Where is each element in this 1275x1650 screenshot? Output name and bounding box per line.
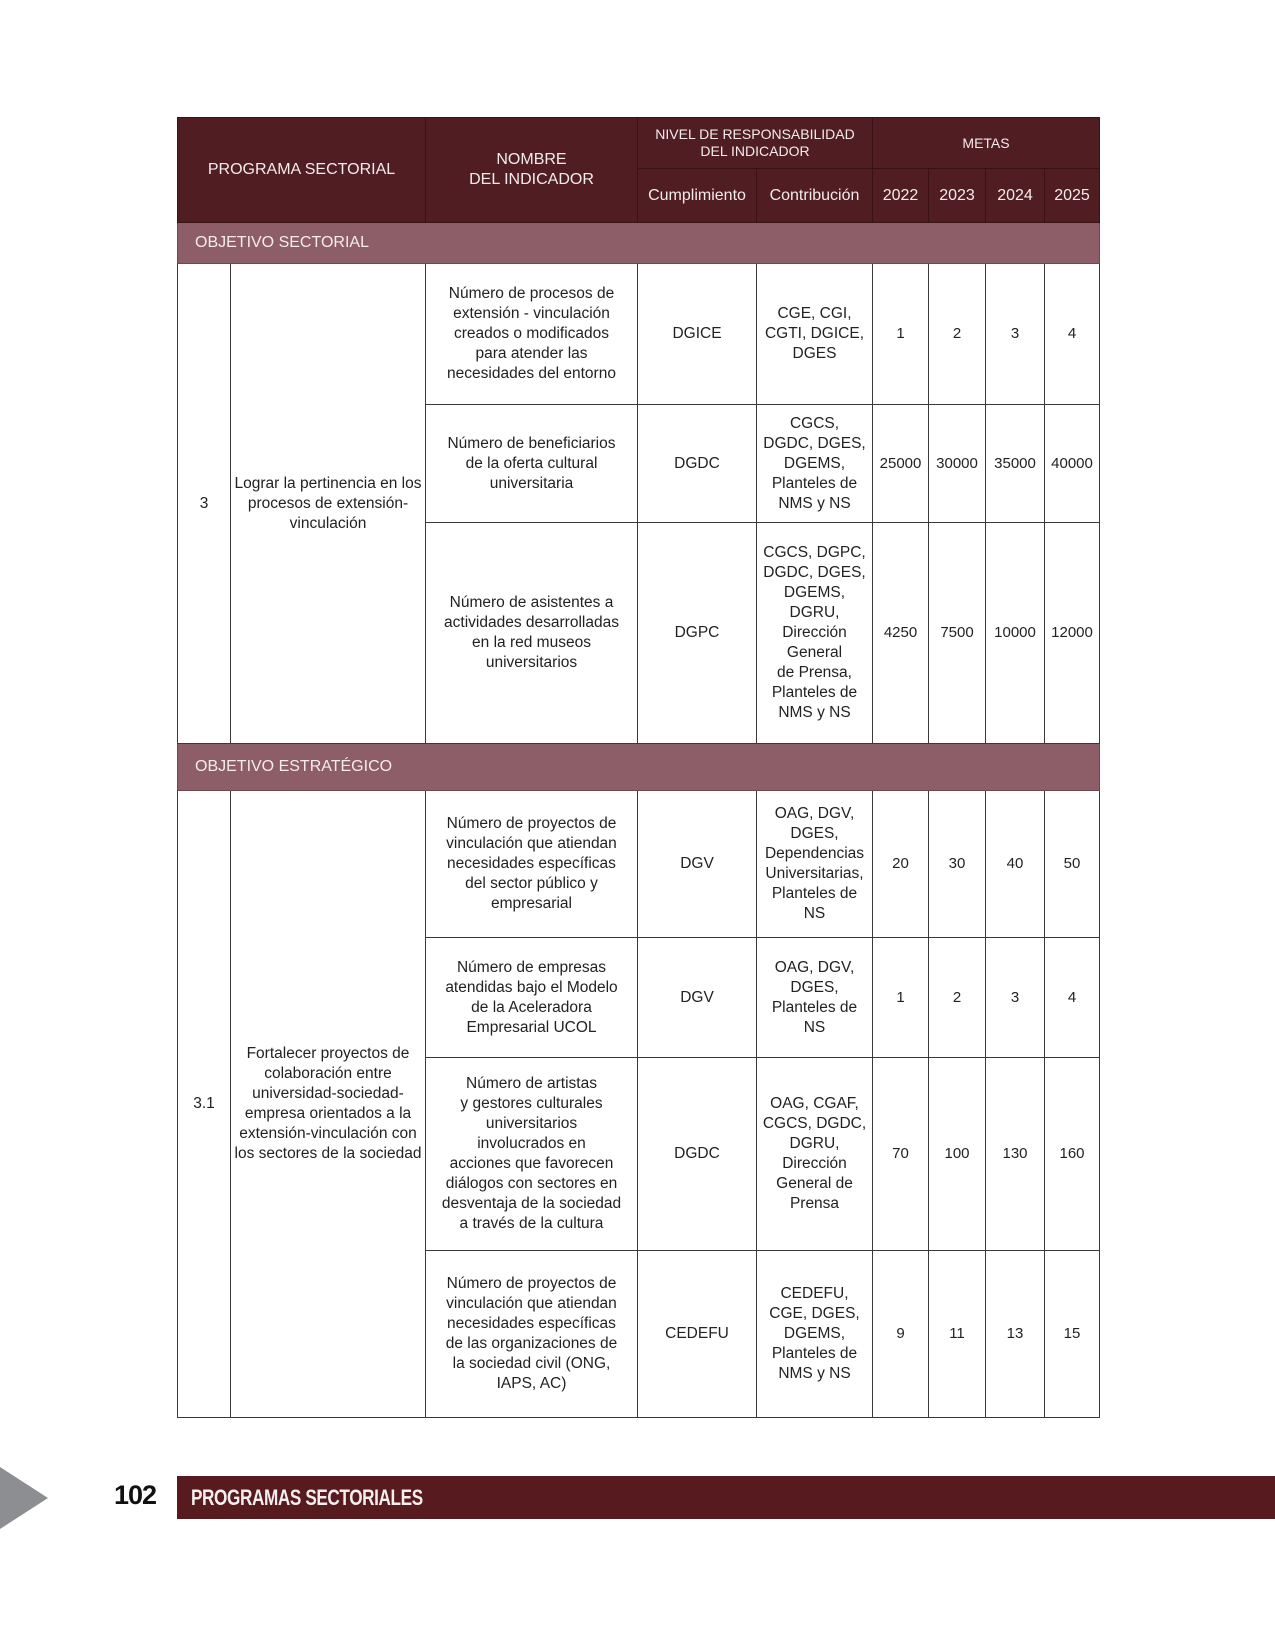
contribucion-line: Planteles de xyxy=(771,474,858,492)
contribucion-line: CGE, DGES, xyxy=(769,1305,860,1322)
indicator-name xyxy=(426,938,638,1058)
meta-value-2024: 40 xyxy=(986,791,1045,938)
contribucion-line: DGDC, DGES, xyxy=(763,434,866,452)
section-band xyxy=(178,744,1100,791)
indicator-line: Número de beneficiarios xyxy=(447,434,616,452)
meta-value-2023: 11 xyxy=(929,1251,986,1418)
meta-value-2023: 7500 xyxy=(929,523,986,744)
contribucion-line: CGCS, DGDC, xyxy=(762,1115,867,1132)
header-metas: METAS xyxy=(873,118,1100,169)
meta-value-2023: 30000 xyxy=(929,405,986,523)
meta-value-2025: 160 xyxy=(1045,1058,1100,1251)
meta-value-2024: 3 xyxy=(986,938,1045,1058)
meta-value-2022: 1 xyxy=(873,938,929,1058)
indicator-line: de las organizaciones de xyxy=(445,1335,618,1352)
section-band-label: OBJETIVO ESTRATÉGICO xyxy=(178,744,1100,791)
cumplimiento-value: DGPC xyxy=(638,523,757,744)
contribucion-value xyxy=(757,791,873,938)
contribucion-line: DGRU, xyxy=(789,604,840,621)
header-year-2023: 2023 xyxy=(929,169,986,223)
meta-value-2023: 100 xyxy=(929,1058,986,1251)
header-nivel-line: NIVEL DE RESPONSABILIDAD xyxy=(655,126,855,142)
header-nombre-line: DEL INDICADOR xyxy=(469,171,594,188)
footer-title: PROGRAMAS SECTORIALES xyxy=(191,1485,423,1510)
indicator-line: desventaja de la sociedad xyxy=(441,1195,622,1212)
contribucion-line: DGRU, xyxy=(789,1135,840,1152)
contribucion-line: Prensa xyxy=(789,1195,840,1212)
header-programa-sectorial: PROGRAMA SECTORIAL xyxy=(178,118,426,223)
contribucion-line: Planteles de xyxy=(771,684,858,701)
indicator-line: actividades desarrolladas xyxy=(444,614,619,631)
meta-value-2024: 13 xyxy=(986,1251,1045,1418)
footer-bar xyxy=(177,1476,1275,1519)
contribucion-value xyxy=(757,405,873,523)
footer-arrow-icon xyxy=(0,1467,48,1529)
indicator-name xyxy=(426,791,638,938)
header-cumplimiento: Cumplimiento xyxy=(638,169,757,223)
cumplimiento-value: CEDEFU xyxy=(638,1251,757,1418)
indicator-line: para atender las xyxy=(475,345,588,362)
indicator-line: necesidades específicas xyxy=(447,1315,616,1332)
indicator-line: de la oferta cultural xyxy=(465,454,598,472)
indicator-line: Número de proyectos de xyxy=(446,1275,617,1292)
contribucion-line: General xyxy=(786,644,843,661)
indicator-line: empresarial xyxy=(491,895,572,912)
indicator-line: Número de procesos de xyxy=(448,285,615,302)
meta-value-2025: 4 xyxy=(1045,264,1100,405)
indicator-name xyxy=(426,523,638,744)
cumplimiento-value: DGDC xyxy=(638,405,757,523)
header-contribucion: Contribución xyxy=(757,169,873,223)
indicator-line: IAPS, AC) xyxy=(496,1375,567,1392)
indicator-line: Número de artistas xyxy=(466,1075,597,1092)
contribucion-line: Dirección xyxy=(782,1155,847,1172)
contribucion-line: DGEMS, xyxy=(783,1325,846,1342)
indicator-line: acciones que favorecen xyxy=(449,1155,614,1172)
meta-value-2025: 15 xyxy=(1045,1251,1100,1418)
contribucion-line: NMS y NS xyxy=(778,704,851,721)
contribucion-line: General de xyxy=(776,1175,853,1192)
indicator-line: Número de proyectos de xyxy=(446,815,617,832)
meta-value-2023: 2 xyxy=(929,938,986,1058)
indicator-line: Empresarial UCOL xyxy=(466,1018,597,1036)
indicator-line: en la red museos xyxy=(472,634,591,651)
cumplimiento-value: DGV xyxy=(638,791,757,938)
section-band-label: OBJETIVO SECTORIAL xyxy=(178,223,1100,264)
indicator-line: necesidades del entorno xyxy=(447,365,616,382)
indicator-line: atendidas bajo el Modelo xyxy=(445,978,618,996)
indicator-line: vinculación que atiendan xyxy=(446,835,617,852)
meta-value-2025: 12000 xyxy=(1045,523,1100,744)
meta-value-2024: 130 xyxy=(986,1058,1045,1251)
section-band xyxy=(178,223,1100,264)
indicator-line: del sector público y xyxy=(465,875,598,892)
contribucion-line: DGES, xyxy=(790,978,839,996)
cumplimiento-value: DGICE xyxy=(638,264,757,405)
meta-value-2022: 1 xyxy=(873,264,929,405)
contribucion-line: DGES xyxy=(792,345,837,362)
table-row xyxy=(178,264,1100,405)
contribucion-line: NS xyxy=(803,1018,826,1036)
header-year-2022: 2022 xyxy=(873,169,929,223)
meta-value-2024: 35000 xyxy=(986,405,1045,523)
meta-value-2025: 40000 xyxy=(1045,405,1100,523)
header-nombre-indicador xyxy=(426,118,638,223)
meta-value-2022: 4250 xyxy=(873,523,929,744)
indicator-name xyxy=(426,1251,638,1418)
indicator-line: creados o modificados xyxy=(453,325,610,342)
indicator-line: Número de empresas xyxy=(456,958,607,976)
meta-value-2023: 2 xyxy=(929,264,986,405)
indicator-line: involucrados en xyxy=(477,1135,586,1152)
indicator-line: de la Aceleradora xyxy=(471,998,592,1016)
indicator-line: necesidades específicas xyxy=(447,855,616,872)
cumplimiento-value: DGV xyxy=(638,938,757,1058)
meta-value-2024: 10000 xyxy=(986,523,1045,744)
indicator-line: universitaria xyxy=(489,474,574,492)
page-number: 102 xyxy=(114,1480,157,1510)
contribucion-line: DGEMS, xyxy=(783,454,846,472)
contribucion-line: NS xyxy=(803,905,826,922)
indicator-name xyxy=(426,264,638,405)
meta-value-2022: 20 xyxy=(873,791,929,938)
indicator-line: a través de la cultura xyxy=(459,1215,604,1232)
contribucion-line: DGES, xyxy=(790,825,839,842)
contribucion-line: Planteles de xyxy=(771,1345,858,1362)
indicator-name xyxy=(426,1058,638,1251)
contribucion-line: CEDEFU, xyxy=(780,1285,849,1302)
contribucion-value xyxy=(757,523,873,744)
meta-value-2022: 70 xyxy=(873,1058,929,1251)
meta-value-2022: 9 xyxy=(873,1251,929,1418)
contribucion-value xyxy=(757,264,873,405)
contribucion-line: NMS y NS xyxy=(778,1365,851,1382)
meta-value-2025: 4 xyxy=(1045,938,1100,1058)
objective-text: Lograr la pertinencia en los procesos de extensión-vinculación xyxy=(231,264,426,744)
contribucion-line: CGE, CGI, xyxy=(777,305,852,322)
contribucion-line: OAG, DGV, xyxy=(774,805,855,822)
contribucion-line: Universitarias, xyxy=(765,865,864,882)
contribucion-line: Planteles de xyxy=(771,885,858,902)
indicator-line: la sociedad civil (ONG, xyxy=(452,1355,611,1372)
contribucion-line: CGCS, DGPC, xyxy=(763,544,866,561)
indicator-line: vinculación que atiendan xyxy=(446,1295,617,1312)
contribucion-line: OAG, DGV, xyxy=(774,958,855,976)
cumplimiento-value: DGDC xyxy=(638,1058,757,1251)
meta-value-2022: 25000 xyxy=(873,405,929,523)
objective-number: 3 xyxy=(178,264,231,744)
contribucion-line: DGEMS, xyxy=(783,584,846,601)
contribucion-line: Dependencias xyxy=(764,845,865,862)
objective-number: 3.1 xyxy=(178,791,231,1418)
contribucion-line: de Prensa, xyxy=(777,664,852,681)
meta-value-2024: 3 xyxy=(986,264,1045,405)
header-nivel-responsabilidad xyxy=(638,118,873,169)
contribucion-value xyxy=(757,1251,873,1418)
header-nombre-line: NOMBRE xyxy=(496,151,567,168)
contribucion-line: DGDC, DGES, xyxy=(763,564,866,581)
contribucion-line: Planteles de xyxy=(771,998,858,1016)
table-row xyxy=(178,791,1100,938)
meta-value-2025: 50 xyxy=(1045,791,1100,938)
contribucion-value xyxy=(757,938,873,1058)
contribucion-line: CGCS, xyxy=(789,414,840,432)
contribucion-line: Dirección xyxy=(782,624,847,641)
contribucion-line: OAG, CGAF, xyxy=(770,1095,859,1112)
header-year-2025: 2025 xyxy=(1045,169,1100,223)
contribucion-line: NMS y NS xyxy=(778,494,851,512)
contribucion-value xyxy=(757,1058,873,1251)
indicator-line: extensión - vinculación xyxy=(453,305,610,322)
indicator-line: diálogos con sectores en xyxy=(445,1175,618,1192)
header-nivel-line: DEL INDICADOR xyxy=(700,143,810,159)
objective-text: Fortalecer proyectos de colaboración entre universidad-sociedad-empresa orientados a la extensión-vinculación con los sectores de la sociedad xyxy=(231,791,426,1418)
contribucion-line: CGTI, DGICE, xyxy=(764,325,865,342)
indicator-name xyxy=(426,405,638,523)
meta-value-2023: 30 xyxy=(929,791,986,938)
header-year-2024: 2024 xyxy=(986,169,1045,223)
indicator-line: Número de asistentes a xyxy=(449,594,614,611)
indicators-table xyxy=(177,117,1100,1418)
indicator-line: universitarios xyxy=(485,654,578,671)
indicator-line: universitarios xyxy=(485,1115,578,1132)
indicator-line: y gestores culturales xyxy=(460,1095,603,1112)
